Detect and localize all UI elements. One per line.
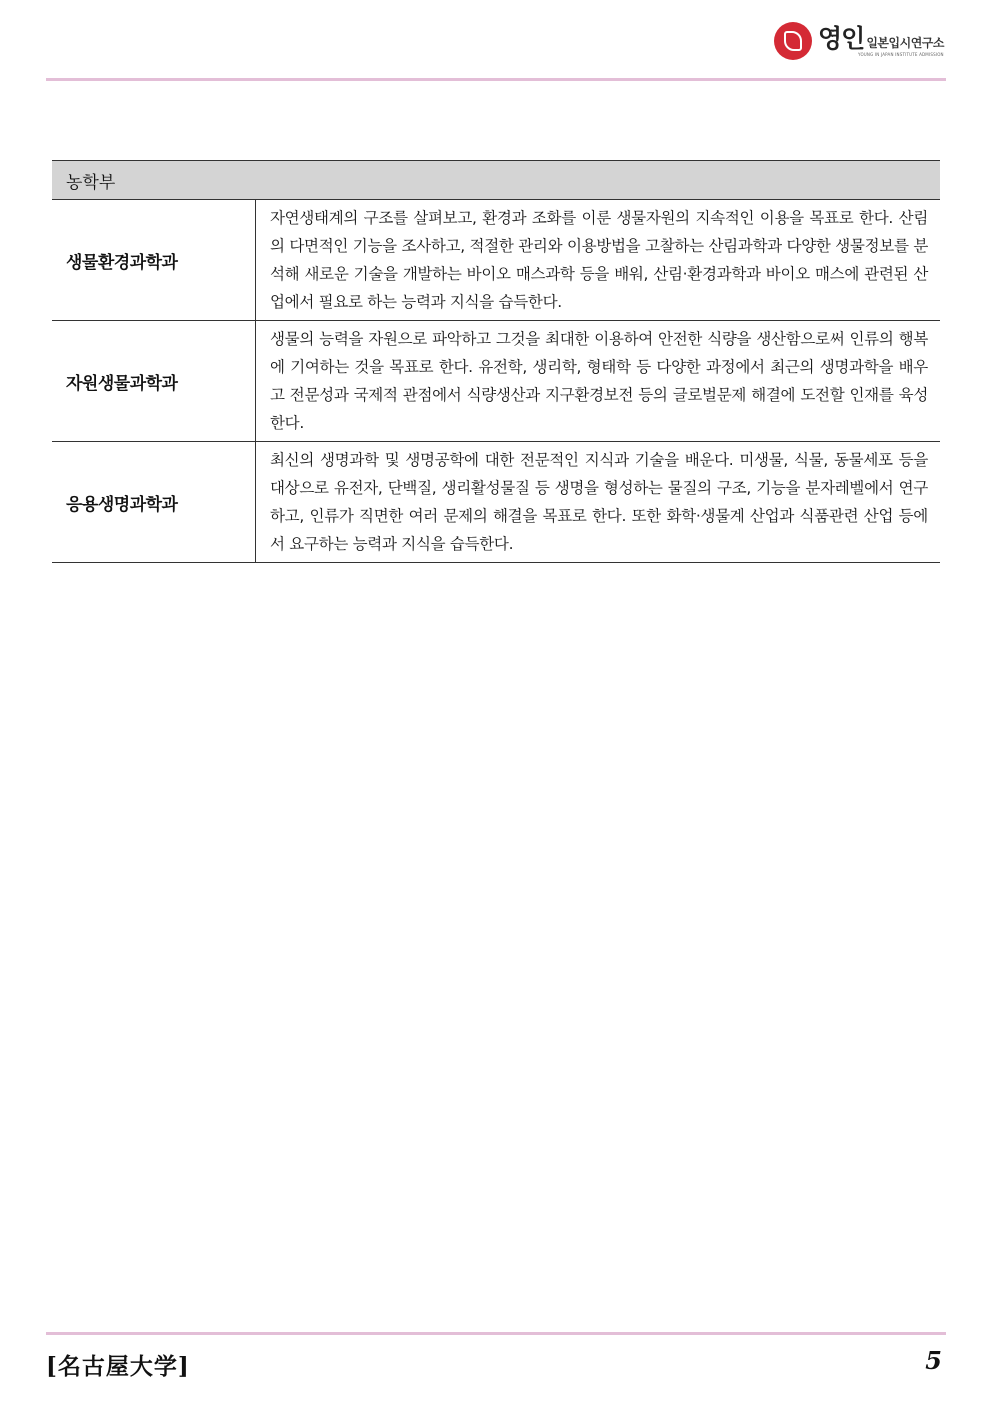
logo-main-text: 영인 (818, 23, 865, 53)
logo-emblem-icon (774, 22, 812, 60)
table-row (52, 321, 940, 442)
department-name: 생물환경과학과 (52, 200, 256, 321)
table-row (52, 442, 940, 563)
department-description: 최신의 생명과학 및 생명공학에 대한 전문적인 지식과 기술을 배운다. 미생물, 식물, 동물세포 등을 대상으로 유전자, 단백질, 생리활성물질 등 생명을 형성하는 물질의 구조, 기능을 분자레벨에서 연구하고, 인류가 직면한 여러 문제의 해결을 목표로 한다. 또한 화학·생물계 산업과 식품관련 산업 등에서 요구하는 능력과 지식을 습득한다. (256, 442, 941, 563)
footer-divider (46, 1332, 946, 1335)
department-name: 응용생명과학과 (52, 442, 256, 563)
header-divider (46, 78, 946, 81)
department-table (52, 160, 940, 563)
department-description: 자연생태계의 구조를 살펴보고, 환경과 조화를 이룬 생물자원의 지속적인 이용을 목표로 한다. 산림의 다면적인 기능을 조사하고, 적절한 관리와 이용방법을 고찰하는 산림과학과 다양한 생물정보를 분석해 새로운 기술을 개발하는 바이오 매스과학 등을 배워, 산림·환경과학과 바이오 매스에 관련된 산업에서 필요로 하는 능력과 지식을 습득한다. (256, 200, 941, 321)
logo-sub-text: 일본입시연구소 (866, 35, 944, 50)
institute-logo (774, 22, 944, 60)
department-name: 자원생물과학과 (52, 321, 256, 442)
logo-english-text: YOUNG IN JAPAN INSTITUTE ADMISSION (858, 51, 944, 57)
footer-university-name: [名古屋大学] (46, 1353, 190, 1380)
table-row (52, 200, 940, 321)
logo-wordmark (818, 23, 944, 57)
faculty-title: 농학부 (52, 161, 940, 200)
faculty-header-row (52, 161, 940, 200)
page-number: 5 (925, 1346, 942, 1375)
department-description: 생물의 능력을 자원으로 파악하고 그것을 최대한 이용하여 안전한 식량을 생산함으로써 인류의 행복에 기여하는 것을 목표로 한다. 유전학, 생리학, 형태학 등 다양한 과정에서 최근의 생명과학을 배우고 전문성과 국제적 관점에서 식량생산과 지구환경보전 등의 글로벌문제 해결에 도전할 인재를 육성한다. (256, 321, 941, 442)
